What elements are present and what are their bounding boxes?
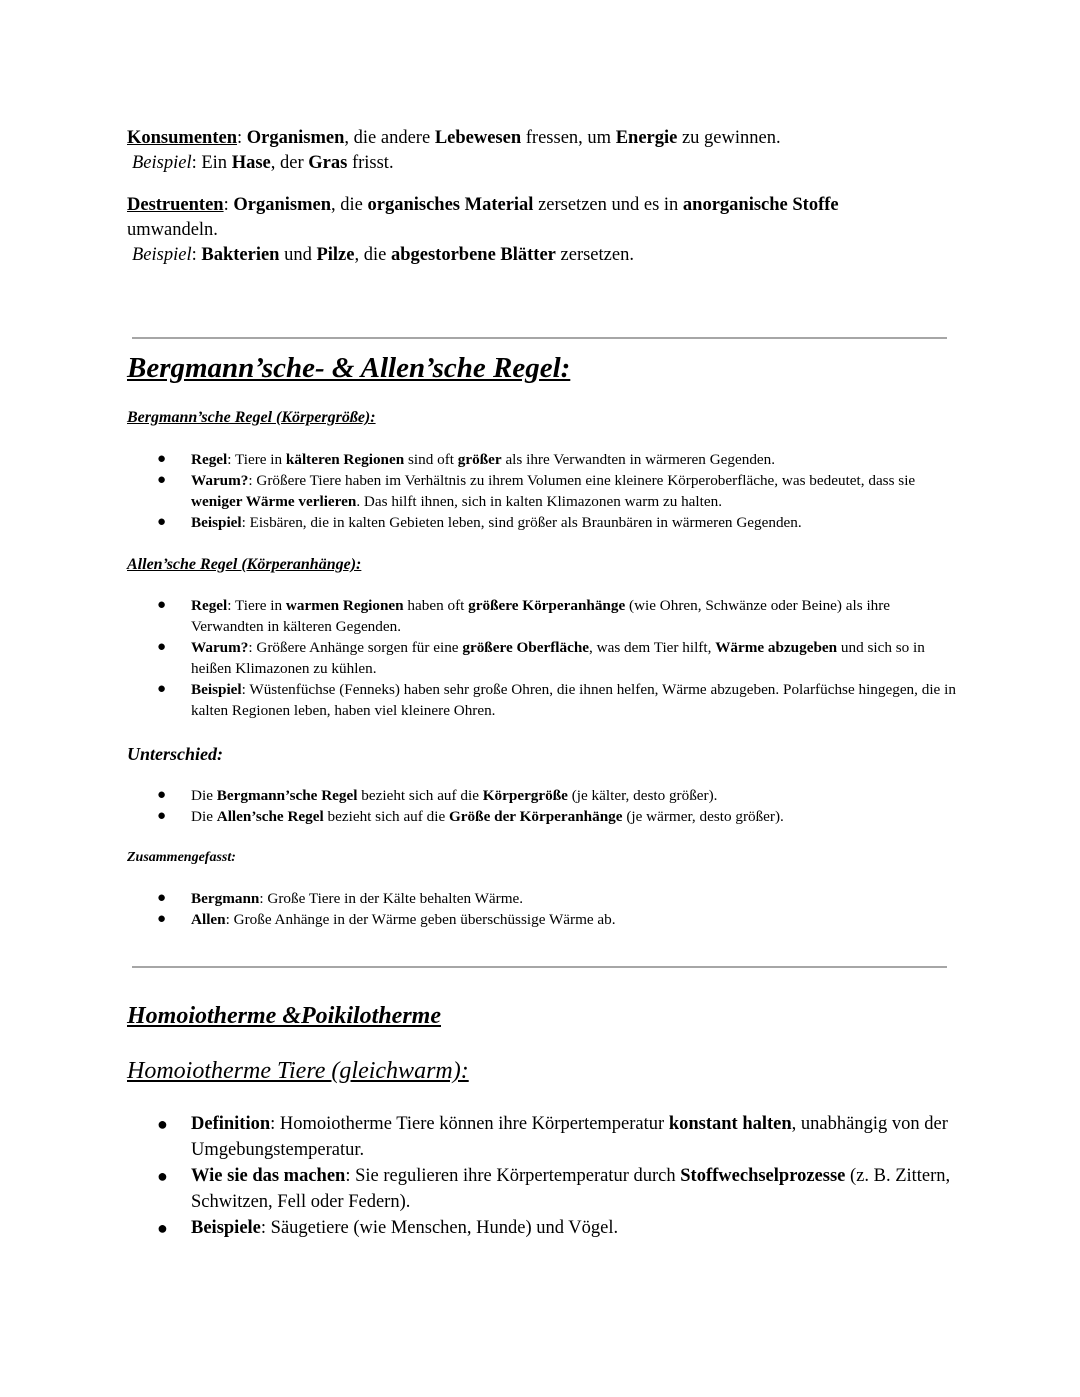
bullet-icon: ● [157, 597, 167, 613]
section-title-homoiotherme: Homoiotherme &Poikilotherme [127, 1003, 441, 1029]
section-title-bergmann-allen: Bergmann’sche- & Allen’sche Regel: [127, 352, 571, 384]
subheading-homoiotherme-tiere: Homoiotherme Tiere (gleichwarm): [127, 1058, 469, 1084]
list-item: ● Beispiel: Wüstenfüchse (Fenneks) haben sehr große Ohren, die ihnen helfen, Wärme abzugeben. Polarfüchse hingegen, die in kalten Regionen leben, haben viel kleinere Ohren. [157, 681, 956, 719]
bullet-icon: ● [157, 787, 167, 803]
bergmann-list [127, 449, 957, 533]
document-page [127, 126, 957, 1241]
bullet-icon: ● [157, 890, 167, 906]
bullet-icon: ● [157, 451, 167, 467]
homoiotherme-list [127, 1111, 957, 1241]
list-item: ● Allen: Große Anhänge in der Wärme geben überschüssige Wärme ab. [157, 911, 616, 928]
list-item: ● Wie sie das machen: Sie regulieren ihre Körpertemperatur durch Stoffwechselprozesse (z. B. Zittern, Schwitzen, Fell oder Federn). [127, 1163, 957, 1215]
bullet-icon: ● [157, 472, 167, 488]
heading-unterschied: Unterschied: [127, 744, 223, 764]
list-item: ● Regel: Tiere in kälteren Regionen sind oft größer als ihre Verwandten in wärmeren Gegenden. [157, 451, 776, 468]
list-item: ● Bergmann: Große Tiere in der Kälte behalten Wärme. [157, 890, 524, 907]
bullet-icon: ● [157, 514, 167, 530]
heading-zusammengefasst: Zusammengefasst: [127, 850, 236, 865]
bullet-icon: ● [157, 1218, 168, 1238]
horizontal-divider [132, 966, 947, 968]
list-item: ● Beispiele: Säugetiere (wie Menschen, Hunde) und Vögel. [127, 1215, 957, 1241]
list-item: ● Warum?: Größere Tiere haben im Verhältnis zu ihrem Volumen eine kleinere Körperoberfläche, was bedeutet, dass sie weniger Wärme verlieren. Das hilft ihnen, sich in kalten Klimazonen warm zu halten. [157, 472, 916, 510]
heading-bergmann: Bergmann’sche Regel (Körpergröße): [127, 409, 376, 426]
unterschied-list [127, 785, 957, 827]
bullet-icon: ● [157, 681, 167, 697]
list-item: ● Definition: Homoiotherme Tiere können ihre Körpertemperatur konstant halten, unabhängig von der Umgebungstemperatur. [127, 1111, 957, 1163]
bullet-icon: ● [157, 1166, 168, 1186]
zusammengefasst-list [127, 888, 957, 930]
term-konsumenten: Konsumenten [127, 128, 237, 148]
bullet-icon: ● [157, 639, 167, 655]
bullet-icon: ● [157, 808, 167, 824]
bullet-icon: ● [157, 1114, 168, 1134]
destruenten-example: Beispiel: Bakterien und Pilze, die abgestorbene Blätter zersetzen. [132, 245, 634, 265]
heading-allen: Allen’sche Regel (Körperanhänge): [127, 556, 362, 573]
bullet-icon: ● [157, 911, 167, 927]
destruenten-definition: Destruenten: Organismen, die organisches Material zersetzen und es in anorganische Stoffe umwandeln. [127, 195, 839, 240]
list-item: ● Warum?: Größere Anhänge sorgen für eine größere Oberfläche, was dem Tier hilft, Wärme abzugeben und sich so in heißen Klimazonen zu kühlen. [157, 639, 925, 677]
horizontal-divider [132, 337, 947, 339]
konsumenten-definition: Konsumenten: Organismen, die andere Lebewesen fressen, um Energie zu gewinnen. [127, 128, 781, 148]
term-destruenten: Destruenten [127, 195, 224, 215]
list-item: ● Die Bergmann’sche Regel bezieht sich auf die Körpergröße (je kälter, desto größer). [157, 787, 718, 804]
konsumenten-example: Beispiel: Ein Hase, der Gras frisst. [132, 153, 394, 173]
allen-list [127, 595, 957, 721]
list-item: ● Regel: Tiere in warmen Regionen haben oft größere Körperanhänge (wie Ohren, Schwänze oder Beine) als ihre Verwandten in kälteren Gegenden. [157, 597, 891, 635]
list-item: ● Beispiel: Eisbären, die in kalten Gebieten leben, sind größer als Braunbären in wärmeren Gegenden. [157, 514, 802, 531]
list-item: ● Die Allen’sche Regel bezieht sich auf die Größe der Körperanhänge (je wärmer, desto größer). [157, 808, 784, 825]
